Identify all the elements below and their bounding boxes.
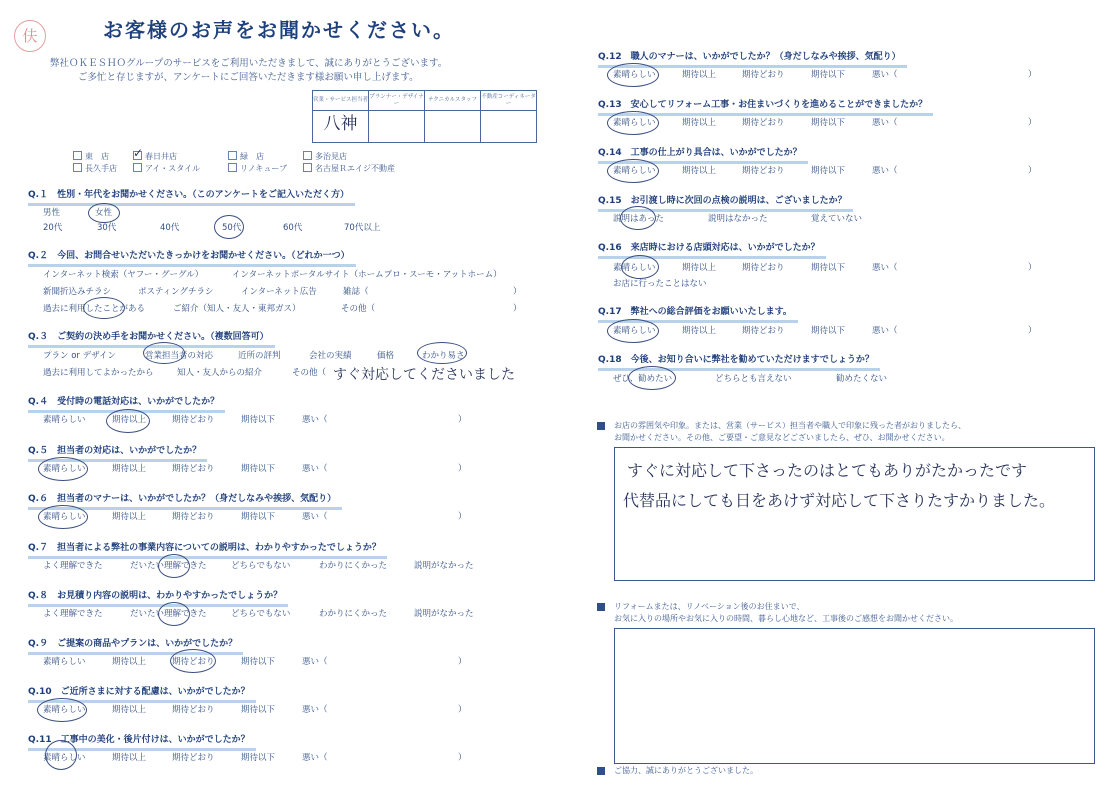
staff-header-planner: プランナー・デザイナー bbox=[369, 91, 425, 111]
q16-option[interactable]: 悪い（ bbox=[872, 263, 898, 273]
q16-option[interactable]: 期待以上 bbox=[682, 263, 717, 273]
selection-circle bbox=[83, 297, 125, 319]
q10-option[interactable]: 素晴らしい bbox=[43, 705, 86, 715]
q15-option[interactable]: 説明はなかった bbox=[708, 214, 768, 224]
comment-handwriting-line-2: 代替品にしても日をあけず対応して下さりたすかりました。 bbox=[623, 491, 1056, 510]
selection-circle bbox=[628, 366, 676, 390]
check-mark-icon: ✓ bbox=[133, 146, 144, 160]
q2-option[interactable]: ご紹介（知人・友人・東邦ガス） bbox=[173, 304, 301, 314]
selection-circle bbox=[214, 215, 244, 239]
checkbox[interactable] bbox=[303, 151, 312, 160]
q3-option[interactable]: 価格 bbox=[377, 351, 395, 361]
q17-title: Q.17 弊社への総合評価をお願いいたします。 bbox=[598, 307, 798, 323]
q4-option: ） bbox=[458, 415, 467, 425]
store-option-midori[interactable]: 緑 店 bbox=[228, 151, 264, 162]
q4-option[interactable]: 期待以上 bbox=[112, 415, 147, 425]
q2-title: Q.２ 今回、お問合せいただいたきっかけをお聞かせください。（どれか一つ） bbox=[28, 251, 356, 267]
q1-option[interactable]: 男性 bbox=[43, 208, 61, 218]
q14-option: ） bbox=[1028, 166, 1037, 176]
q17-option[interactable]: 期待以上 bbox=[682, 326, 717, 336]
section-marker-icon bbox=[597, 422, 605, 430]
q8-option[interactable]: わかりにくかった bbox=[319, 609, 388, 619]
q4-option[interactable]: 素晴らしい bbox=[43, 415, 86, 425]
q7-option[interactable]: 説明がなかった bbox=[414, 561, 474, 571]
q7-option[interactable]: よく理解できた bbox=[43, 561, 103, 571]
q16-title: Q.16 来店時における店頭対応は、いかがでしたか？ bbox=[598, 243, 826, 259]
checkbox[interactable] bbox=[73, 163, 82, 172]
selection-circle bbox=[88, 203, 120, 223]
q3-option[interactable]: 会社の実績 bbox=[309, 351, 352, 361]
q2-option[interactable]: 新聞折込みチラシ bbox=[43, 287, 112, 297]
q6-option: ） bbox=[458, 512, 467, 522]
q14-title: Q.14 工事の仕上がり具合は、いかがでしたか？ bbox=[598, 148, 808, 164]
q11-option[interactable]: 期待以下 bbox=[241, 753, 276, 763]
q9-option: ） bbox=[458, 657, 467, 667]
q5-option[interactable]: 期待以下 bbox=[241, 464, 276, 474]
q2-option[interactable]: その他（ bbox=[341, 304, 376, 314]
q15-title: Q.15 お引渡し時に次回の点検の説明は、ございましたか？ bbox=[598, 196, 853, 212]
checkbox[interactable] bbox=[228, 163, 237, 172]
q5-option[interactable]: 素晴らしい bbox=[43, 464, 86, 474]
q16-option[interactable]: 期待どおり bbox=[742, 263, 785, 273]
q9-option[interactable]: 期待以下 bbox=[241, 657, 276, 667]
comment-handwriting-line-1: すぐに対応して下さったのはとてもありがたかったです bbox=[627, 461, 1028, 480]
q12-option[interactable]: 悪い（ bbox=[872, 70, 898, 80]
selection-circle bbox=[170, 649, 216, 673]
q17-option[interactable]: 素晴らしい bbox=[613, 326, 656, 336]
q4-title: Q.４ 受付時の電話対応は、いかがでしたか？ bbox=[28, 397, 225, 413]
q14-option[interactable]: 悪い（ bbox=[872, 166, 898, 176]
staff-sales-handwriting: 八神 bbox=[323, 114, 358, 134]
q7-option[interactable]: どちらでもない bbox=[231, 561, 291, 571]
q11-option: ） bbox=[458, 753, 467, 763]
q5-option: ） bbox=[458, 464, 467, 474]
staff-header-sales: 営業・サービス担当者 bbox=[313, 91, 369, 111]
seal-stamp: 伕 bbox=[14, 20, 46, 52]
staff-header-realestate: 不動産コーディネーター bbox=[481, 91, 537, 111]
q11-option[interactable]: 期待どおり bbox=[172, 753, 215, 763]
checkbox-checked[interactable] bbox=[133, 146, 144, 160]
selection-circle bbox=[38, 505, 88, 529]
q7-title: Q.７ 担当者による弊社の事業内容についての説明は、わかりやすかったでしょうか？ bbox=[28, 543, 387, 559]
q9-option[interactable]: 期待以上 bbox=[112, 657, 147, 667]
q8-option[interactable]: だいたい理解できた bbox=[130, 609, 207, 619]
q4-option[interactable]: 期待以下 bbox=[241, 415, 276, 425]
q14-option[interactable]: 期待以上 bbox=[682, 166, 717, 176]
q3-option[interactable]: 過去に利用してよかったから bbox=[43, 368, 154, 378]
selection-circle bbox=[607, 319, 659, 343]
comment-box-after-renovation[interactable] bbox=[614, 628, 1095, 764]
q7-option[interactable]: だいたい理解できた bbox=[130, 561, 207, 571]
q3-other-handwriting[interactable]: すぐ対応してくださいました bbox=[333, 367, 515, 383]
q6-title: Q.６ 担当者のマナーは、いかがでしたか？（身だしなみや挨拶、気配り） bbox=[28, 494, 342, 510]
q11-option[interactable]: 期待以上 bbox=[112, 753, 147, 763]
q13-option[interactable]: 悪い（ bbox=[872, 118, 898, 128]
staff-sales-cell[interactable] bbox=[313, 111, 369, 143]
q11-title: Q.11 工事中の美化・後片付けは、いかがでしたか？ bbox=[28, 735, 256, 751]
q6-option[interactable]: 期待どおり bbox=[172, 512, 215, 522]
selection-circle bbox=[38, 457, 88, 481]
q16-option[interactable]: お店に行ったことはない bbox=[613, 279, 707, 289]
checkbox[interactable] bbox=[228, 151, 237, 160]
q10-option[interactable]: 期待以上 bbox=[112, 705, 147, 715]
q3-title: Q.３ ご契約の決め手をお聞かせください。（複数回答可） bbox=[28, 332, 275, 348]
q2-option[interactable]: インターネット広告 bbox=[241, 287, 317, 297]
page-title: お客様のお声をお聞かせください。 bbox=[103, 18, 455, 42]
q12-option[interactable]: 期待以上 bbox=[682, 70, 717, 80]
q2-option: ） bbox=[513, 287, 522, 297]
staff-planner-cell[interactable] bbox=[369, 111, 425, 143]
q2-option[interactable]: ポスティングチラシ bbox=[138, 287, 214, 297]
q1-title: Q.１ 性別・年代をお聞かせください。（このアンケートをご記入いただく方） bbox=[28, 190, 355, 206]
section-marker-icon bbox=[597, 603, 605, 611]
q3-option[interactable]: 営業担当者の対応 bbox=[145, 351, 214, 361]
q4-option[interactable]: 悪い（ bbox=[302, 415, 328, 425]
selection-circle bbox=[417, 342, 467, 364]
q9-title: Q.９ ご提案の商品やプランは、いかがでしたか？ bbox=[28, 639, 243, 655]
q3-option[interactable]: プラン or デザイン bbox=[43, 351, 117, 361]
q14-option[interactable]: 期待以下 bbox=[811, 166, 846, 176]
q13-title: Q.13 安心してリフォーム工事・お住まいづくりを進めることができましたか？ bbox=[598, 100, 933, 116]
q6-option[interactable]: 期待以上 bbox=[112, 512, 147, 522]
q2-option[interactable]: インターネットポータルサイト（ホームプロ・スーモ・アットホーム） bbox=[232, 270, 502, 280]
q2-option[interactable]: 雑誌（ bbox=[343, 287, 369, 297]
staff-header-technical: テクニカルスタッフ bbox=[425, 91, 481, 111]
q5-option[interactable]: 悪い（ bbox=[302, 464, 328, 474]
q1-option[interactable]: 70代以上 bbox=[344, 223, 381, 233]
q10-option: ） bbox=[458, 705, 467, 715]
q12-option[interactable]: 期待どおり bbox=[742, 70, 785, 80]
selection-circle bbox=[620, 206, 656, 230]
q12-option[interactable]: 素晴らしい bbox=[613, 70, 656, 80]
intro-line-1: 弊社ＯＫＥＳＨＯグループのサービスをご利用いただきまして、誠にありがとうございます。 bbox=[50, 58, 448, 69]
q13-option[interactable]: 期待以上 bbox=[682, 118, 717, 128]
q1-option[interactable]: 女性 bbox=[95, 208, 113, 218]
q4-option[interactable]: 期待どおり bbox=[172, 415, 215, 425]
q5-title: Q.５ 担当者の対応は、いかがでしたか？ bbox=[28, 446, 207, 462]
intro-line-2: ご多忙と存じますが、アンケートにご回答いただきます様お願い申し上げます。 bbox=[78, 72, 419, 83]
selection-circle bbox=[158, 602, 190, 626]
store-option-kasugai[interactable]: ✓ 春日井店 bbox=[133, 146, 177, 161]
section2-prompt-line-1: リフォームまたは、リノベーション後のお住まいで、 bbox=[614, 602, 805, 611]
selection-circle bbox=[607, 111, 659, 135]
checkbox[interactable] bbox=[73, 151, 82, 160]
q18-option[interactable]: ぜひ、勧めたい bbox=[613, 374, 673, 384]
q18-option[interactable]: どちらとも言えない bbox=[715, 374, 792, 384]
q2-option[interactable]: インターネット検索（ヤフー・グーグル） bbox=[43, 270, 204, 280]
q13-option[interactable]: 期待以下 bbox=[811, 118, 846, 128]
store-option-nagoya-rage[interactable]: 名古屋Ｒエイジ不動産 bbox=[303, 163, 395, 174]
q18-title: Q.18 今後、お知り合いに弊社を勧めていただけますでしょうか？ bbox=[598, 355, 880, 371]
q13-option: ） bbox=[1028, 118, 1037, 128]
store-option-renocube[interactable]: リノキューブ bbox=[228, 163, 287, 174]
comment-box-impressions[interactable] bbox=[614, 447, 1095, 581]
q3-option[interactable]: わかり易さ bbox=[422, 351, 465, 361]
checkbox[interactable] bbox=[303, 163, 312, 172]
q5-option[interactable]: 期待どおり bbox=[172, 464, 215, 474]
selection-circle bbox=[621, 255, 659, 279]
staff-realestate-cell[interactable] bbox=[481, 111, 537, 143]
q12-option: ） bbox=[1028, 70, 1037, 80]
q17-option: ） bbox=[1028, 326, 1037, 336]
q2-option[interactable]: 過去に利用したことがある bbox=[43, 304, 146, 314]
selection-circle bbox=[607, 159, 659, 183]
q12-option[interactable]: 期待以下 bbox=[811, 70, 846, 80]
q9-option[interactable]: 期待どおり bbox=[172, 657, 215, 667]
store-option-istyle[interactable]: アイ・スタイル bbox=[133, 163, 200, 174]
q11-option[interactable]: 素晴らしい bbox=[43, 753, 86, 763]
q1-option[interactable]: 50代 bbox=[222, 223, 242, 233]
q9-option[interactable]: 悪い（ bbox=[302, 657, 328, 667]
section1-prompt-line-2: お聞かせください。その他、ご要望・ご意見などございましたら、ぜひ、お聞かせください。 bbox=[614, 433, 950, 442]
q3-option[interactable]: 近所の評判 bbox=[238, 351, 281, 361]
selection-circle bbox=[607, 63, 659, 87]
q16-option[interactable]: 期待以下 bbox=[811, 263, 846, 273]
q10-option[interactable]: 期待以下 bbox=[241, 705, 276, 715]
q17-option[interactable]: 期待以下 bbox=[811, 326, 846, 336]
q8-option[interactable]: よく理解できた bbox=[43, 609, 103, 619]
store-option-higashi[interactable]: 東 店 bbox=[73, 151, 109, 162]
q7-option[interactable]: わかりにくかった bbox=[319, 561, 388, 571]
q1-option[interactable]: 60代 bbox=[283, 223, 303, 233]
q3-option[interactable]: その他（ bbox=[292, 368, 327, 378]
staff-technical-cell[interactable] bbox=[425, 111, 481, 143]
store-option-nagakute[interactable]: 長久手店 bbox=[73, 163, 117, 174]
q1-option[interactable]: 20代 bbox=[43, 223, 63, 233]
q16-option[interactable]: 素晴らしい bbox=[613, 263, 656, 273]
selection-circle bbox=[45, 740, 77, 770]
q10-option[interactable]: 期待どおり bbox=[172, 705, 215, 715]
q12-title: Q.12 職人のマナーは、いかがでしたか？（身だしなみや挨拶、気配り） bbox=[598, 52, 907, 68]
q8-title: Q.８ お見積り内容の説明は、わかりやすかったでしょうか？ bbox=[28, 591, 288, 607]
q9-option[interactable]: 素晴らしい bbox=[43, 657, 86, 667]
q15-option[interactable]: 説明はあった bbox=[613, 214, 664, 224]
q13-option[interactable]: 期待どおり bbox=[742, 118, 785, 128]
q1-option[interactable]: 40代 bbox=[160, 223, 180, 233]
q15-option[interactable]: 覚えていない bbox=[811, 214, 863, 224]
q17-option[interactable]: 悪い（ bbox=[872, 326, 898, 336]
q6-option[interactable]: 悪い（ bbox=[302, 512, 328, 522]
store-option-tajimi[interactable]: 多治見店 bbox=[303, 151, 347, 162]
selection-circle bbox=[143, 342, 185, 364]
q18-option[interactable]: 勧めたくない bbox=[836, 374, 888, 384]
section-marker-icon bbox=[597, 767, 605, 775]
checkbox[interactable] bbox=[133, 163, 142, 172]
q6-option[interactable]: 期待以下 bbox=[241, 512, 276, 522]
staff-table bbox=[312, 90, 537, 143]
thank-you-footer: ご協力、誠にありがとうございました。 bbox=[614, 766, 758, 775]
q14-option[interactable]: 素晴らしい bbox=[613, 166, 656, 176]
selection-circle bbox=[158, 554, 190, 578]
q8-option[interactable]: どちらでもない bbox=[231, 609, 291, 619]
section1-prompt-line-1: お店の雰囲気や印象。または、営業（サービス）担当者や職人で印象に残った者がおりましたら、 bbox=[614, 421, 966, 430]
q6-option[interactable]: 素晴らしい bbox=[43, 512, 86, 522]
q10-title: Q.10 ご近所さまに対する配慮は、いかがでしたか？ bbox=[28, 687, 256, 703]
section2-prompt-line-2: お気に入りの場所やお気に入りの時間、暮らし心地など、工事後のご感想をお聞かせください。 bbox=[614, 614, 958, 623]
q11-option[interactable]: 悪い（ bbox=[302, 753, 328, 763]
q2-option: ） bbox=[513, 304, 522, 314]
q1-option[interactable]: 30代 bbox=[97, 223, 117, 233]
q3-option[interactable]: 知人・友人からの紹介 bbox=[177, 368, 263, 378]
q5-option[interactable]: 期待以上 bbox=[112, 464, 147, 474]
q13-option[interactable]: 素晴らしい bbox=[613, 118, 656, 128]
q16-option: ） bbox=[1028, 263, 1037, 273]
selection-circle bbox=[37, 698, 87, 722]
q10-option[interactable]: 悪い（ bbox=[302, 705, 328, 715]
q14-option[interactable]: 期待どおり bbox=[742, 166, 785, 176]
q17-option[interactable]: 期待どおり bbox=[742, 326, 785, 336]
selection-circle bbox=[106, 409, 150, 433]
q8-option[interactable]: 説明がなかった bbox=[414, 609, 474, 619]
